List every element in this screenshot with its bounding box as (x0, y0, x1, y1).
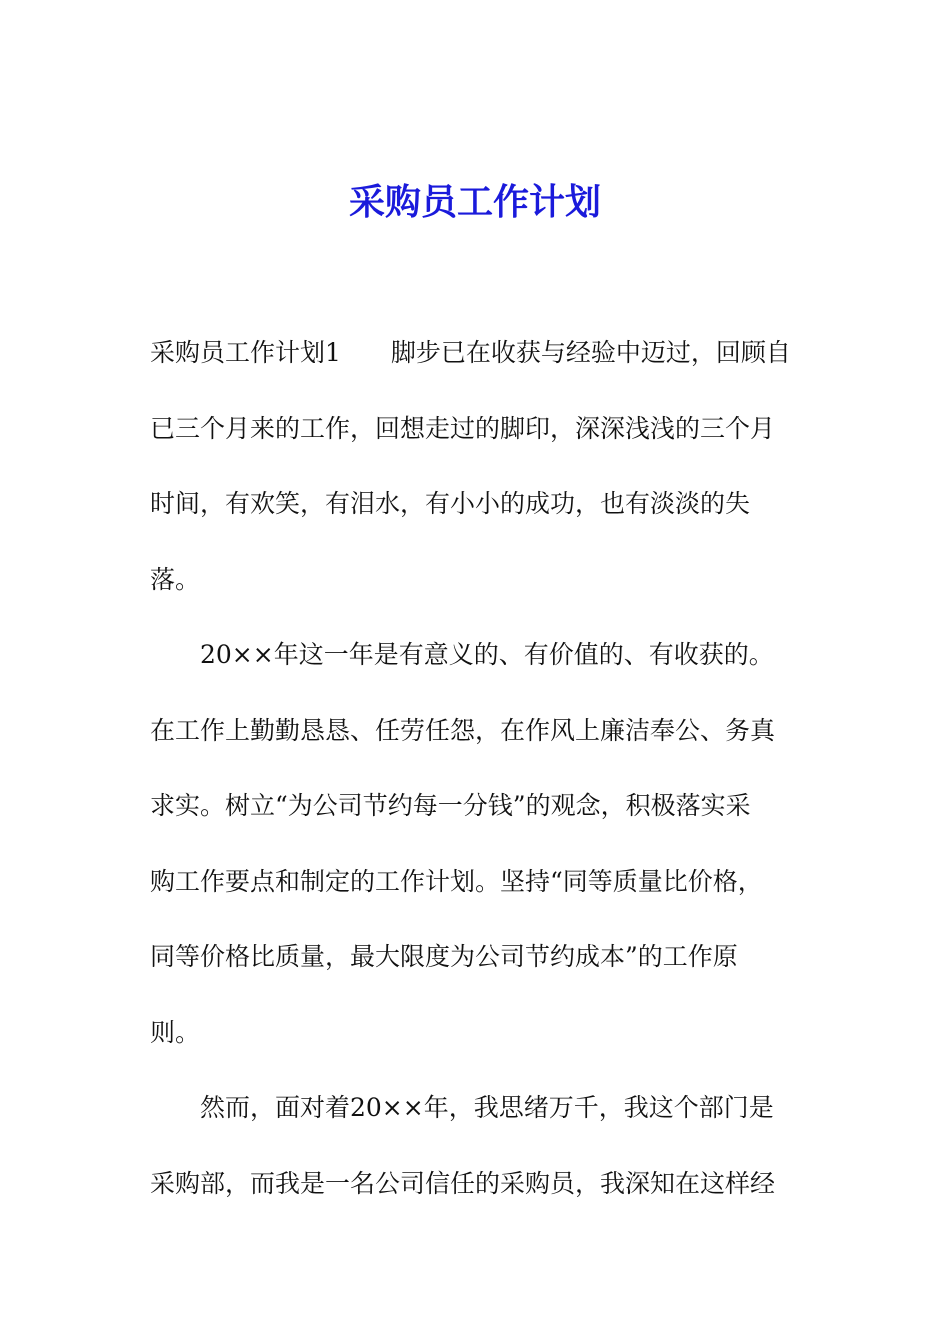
body-line: 则。 (150, 1017, 201, 1047)
body-line: 已三个月来的工作，回想走过的脚印，深深浅浅的三个月 (150, 413, 776, 443)
body-line: 落。 (150, 564, 201, 594)
body-line: 20××年这一年是有意义的、有价值的、有收获的。 (200, 640, 774, 669)
body-line: 同等价格比质量，最大限度为公司节约成本”的工作原 (150, 942, 738, 971)
body-line: 求实。树立“为公司节约每一分钱”的观念，积极落实采 (150, 791, 751, 820)
document-body (150, 328, 815, 1234)
body-line-text: 脚步已在收获与经验中迈过，回顾自 (390, 338, 791, 367)
body-line: 采购部，而我是一名公司信任的采购员，我深知在这样经 (150, 1168, 776, 1198)
section-heading: 采购员工作计划1 (150, 338, 341, 367)
body-line: 然而，面对着20××年，我思绪万千，我这个部门是 (200, 1093, 774, 1122)
body-line: 在工作上勤勤恳恳、任劳任怨，在作风上廉洁奉公、务真 (150, 715, 776, 745)
body-line: 时间，有欢笑，有泪水，有小小的成功，也有淡淡的失 (150, 489, 751, 518)
body-line (150, 328, 815, 378)
body-line: 购工作要点和制定的工作计划。坚持“同等质量比价格， (150, 866, 763, 896)
document-title: 采购员工作计划 (348, 181, 601, 223)
